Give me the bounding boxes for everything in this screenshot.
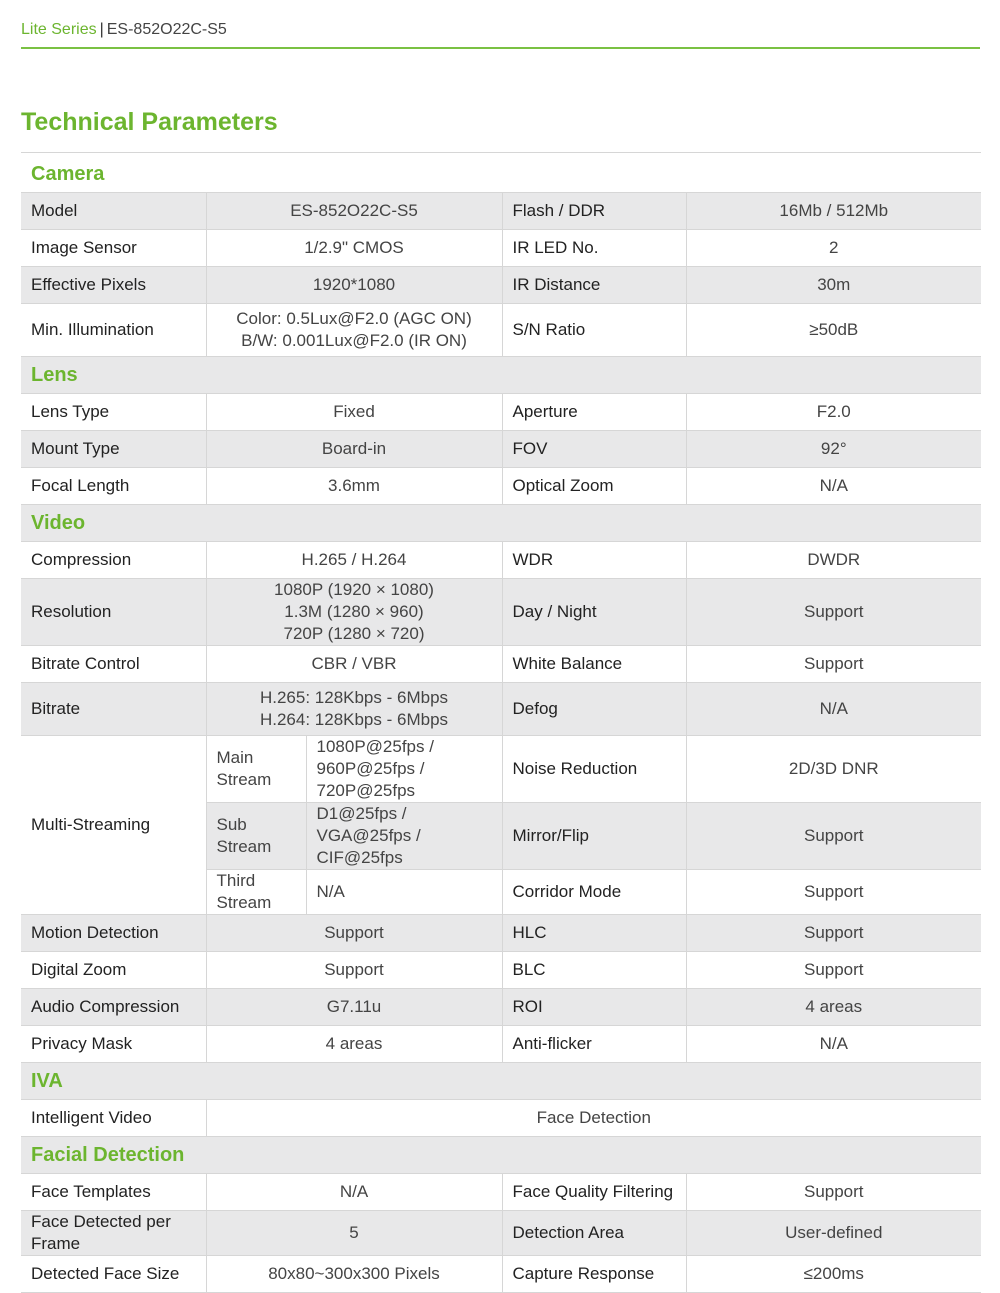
table-row <box>21 989 981 1026</box>
spec-label: Detection Area <box>502 1211 686 1256</box>
value-line: 1080P (1920 × 1080) <box>274 580 434 599</box>
spec-value: 2 <box>686 230 981 267</box>
table-row <box>21 304 981 357</box>
title-divider <box>21 152 981 153</box>
spec-label: Day / Night <box>502 579 686 646</box>
section-title: Video <box>21 505 981 542</box>
section-camera <box>21 156 981 193</box>
section-lens <box>21 357 981 394</box>
stream-label: Third Stream <box>206 870 306 915</box>
spec-value <box>206 304 502 357</box>
spec-value: 16Mb / 512Mb <box>686 193 981 230</box>
spec-value: N/A <box>206 1174 502 1211</box>
value-line: CIF@25fps <box>316 848 403 867</box>
spec-value: Support <box>686 1174 981 1211</box>
spec-label: Anti-flicker <box>502 1026 686 1063</box>
spec-label: Resolution <box>21 579 206 646</box>
table-row <box>21 1026 981 1063</box>
spec-value: Support <box>686 579 981 646</box>
spec-value <box>206 579 502 646</box>
table-row <box>21 542 981 579</box>
spec-value: 30m <box>686 267 981 304</box>
table-row <box>21 646 981 683</box>
section-facial-detection <box>21 1137 981 1174</box>
table-row <box>21 579 981 646</box>
spec-value: DWDR <box>686 542 981 579</box>
spec-value: 3.6mm <box>206 468 502 505</box>
model-name: ES-852O22C-S5 <box>106 21 227 38</box>
section-title: Camera <box>21 156 981 193</box>
spec-label: HLC <box>502 915 686 952</box>
spec-label: Min. Illumination <box>21 304 206 357</box>
value-line: H.264: 128Kbps - 6Mbps <box>259 710 449 729</box>
spec-value: Face Detection <box>206 1100 981 1137</box>
spec-value: Support <box>686 803 981 870</box>
spec-label: Model <box>21 193 206 230</box>
spec-value: Board-in <box>206 431 502 468</box>
spec-value: Support <box>686 915 981 952</box>
value-line: Color: 0.5Lux@F2.0 (AGC ON) <box>236 309 472 328</box>
spec-label: Detected Face Size <box>21 1256 206 1293</box>
spec-value: N/A <box>686 683 981 736</box>
stream-label: Main Stream <box>206 736 306 803</box>
spec-value: Support <box>206 952 502 989</box>
spec-label: Motion Detection <box>21 915 206 952</box>
table-row <box>21 736 981 803</box>
label-line: Face Detected per <box>31 1212 171 1231</box>
spec-label <box>21 1211 206 1256</box>
spec-label: Digital Zoom <box>21 952 206 989</box>
spec-label: Face Templates <box>21 1174 206 1211</box>
spec-value: N/A <box>686 1026 981 1063</box>
table-row <box>21 468 981 505</box>
stream-value <box>306 803 502 870</box>
spec-value: H.265 / H.264 <box>206 542 502 579</box>
spec-label: Effective Pixels <box>21 267 206 304</box>
stream-label: Sub Stream <box>206 803 306 870</box>
spec-value: N/A <box>686 468 981 505</box>
spec-label: Face Quality Filtering <box>502 1174 686 1211</box>
spec-label: IR LED No. <box>502 230 686 267</box>
stream-value <box>306 736 502 803</box>
value-line: H.265: 128Kbps - 6Mbps <box>259 688 449 707</box>
spec-value: Support <box>206 915 502 952</box>
spec-value: 1920*1080 <box>206 267 502 304</box>
table-row <box>21 431 981 468</box>
section-video <box>21 505 981 542</box>
spec-label: Optical Zoom <box>502 468 686 505</box>
spec-value: 80x80~300x300 Pixels <box>206 1256 502 1293</box>
spec-label: Compression <box>21 542 206 579</box>
spec-label: S/N Ratio <box>502 304 686 357</box>
spec-value: 2D/3D DNR <box>686 736 981 803</box>
spec-value: F2.0 <box>686 394 981 431</box>
table-row <box>21 915 981 952</box>
spec-value: 5 <box>206 1211 502 1256</box>
spec-value: ≤200ms <box>686 1256 981 1293</box>
spec-label: Flash / DDR <box>502 193 686 230</box>
table-row <box>21 952 981 989</box>
table-row <box>21 1211 981 1256</box>
spec-label: Bitrate Control <box>21 646 206 683</box>
spec-value: ≥50dB <box>686 304 981 357</box>
spec-label: Mirror/Flip <box>502 803 686 870</box>
spec-label: Mount Type <box>21 431 206 468</box>
spec-label: Noise Reduction <box>502 736 686 803</box>
spec-label: WDR <box>502 542 686 579</box>
stream-value: N/A <box>306 870 502 915</box>
spec-value <box>206 683 502 736</box>
spec-label: Bitrate <box>21 683 206 736</box>
value-line: 1080P@25fps / <box>316 737 434 756</box>
table-row <box>21 267 981 304</box>
spec-table <box>21 156 981 1293</box>
spec-value: 4 areas <box>686 989 981 1026</box>
spec-label: Aperture <box>502 394 686 431</box>
table-row <box>21 683 981 736</box>
table-row <box>21 394 981 431</box>
value-line: D1@25fps / VGA@25fps / <box>316 804 421 845</box>
spec-label: Defog <box>502 683 686 736</box>
section-title: Lens <box>21 357 981 394</box>
breadcrumb-header <box>21 19 980 49</box>
table-row <box>21 230 981 267</box>
spec-value: G7.11u <box>206 989 502 1026</box>
section-title: Facial Detection <box>21 1137 981 1174</box>
page-title: Technical Parameters <box>21 108 278 136</box>
table-row <box>21 193 981 230</box>
table-row <box>21 1100 981 1137</box>
spec-value: Support <box>686 952 981 989</box>
section-title: IVA <box>21 1063 981 1100</box>
value-line: B/W: 0.001Lux@F2.0 (IR ON) <box>241 331 467 350</box>
spec-value: Fixed <box>206 394 502 431</box>
spec-label: Image Sensor <box>21 230 206 267</box>
spec-value: 4 areas <box>206 1026 502 1063</box>
spec-label: Focal Length <box>21 468 206 505</box>
table-row <box>21 1256 981 1293</box>
series-name: Lite Series <box>21 21 97 38</box>
spec-value: 92° <box>686 431 981 468</box>
spec-label: White Balance <box>502 646 686 683</box>
spec-value: User-defined <box>686 1211 981 1256</box>
spec-value: Support <box>686 870 981 915</box>
spec-value: 1/2.9" CMOS <box>206 230 502 267</box>
section-iva <box>21 1063 981 1100</box>
spec-label: BLC <box>502 952 686 989</box>
breadcrumb-separator: | <box>99 21 104 38</box>
value-line: 960P@25fps / 720P@25fps <box>316 759 425 800</box>
spec-value: CBR / VBR <box>206 646 502 683</box>
spec-label: Audio Compression <box>21 989 206 1026</box>
value-line: 720P (1280 × 720) <box>283 624 425 643</box>
spec-label: Privacy Mask <box>21 1026 206 1063</box>
spec-label: Intelligent Video <box>21 1100 206 1137</box>
spec-label: Multi-Streaming <box>21 736 206 915</box>
spec-value: ES-852O22C-S5 <box>206 193 502 230</box>
spec-label: Capture Response <box>502 1256 686 1293</box>
spec-label: ROI <box>502 989 686 1026</box>
spec-label: IR Distance <box>502 267 686 304</box>
spec-label: FOV <box>502 431 686 468</box>
spec-label: Lens Type <box>21 394 206 431</box>
label-line: Frame <box>31 1234 81 1253</box>
table-row <box>21 1174 981 1211</box>
value-line: 1.3M (1280 × 960) <box>284 602 424 621</box>
spec-value: Support <box>686 646 981 683</box>
spec-label: Corridor Mode <box>502 870 686 915</box>
